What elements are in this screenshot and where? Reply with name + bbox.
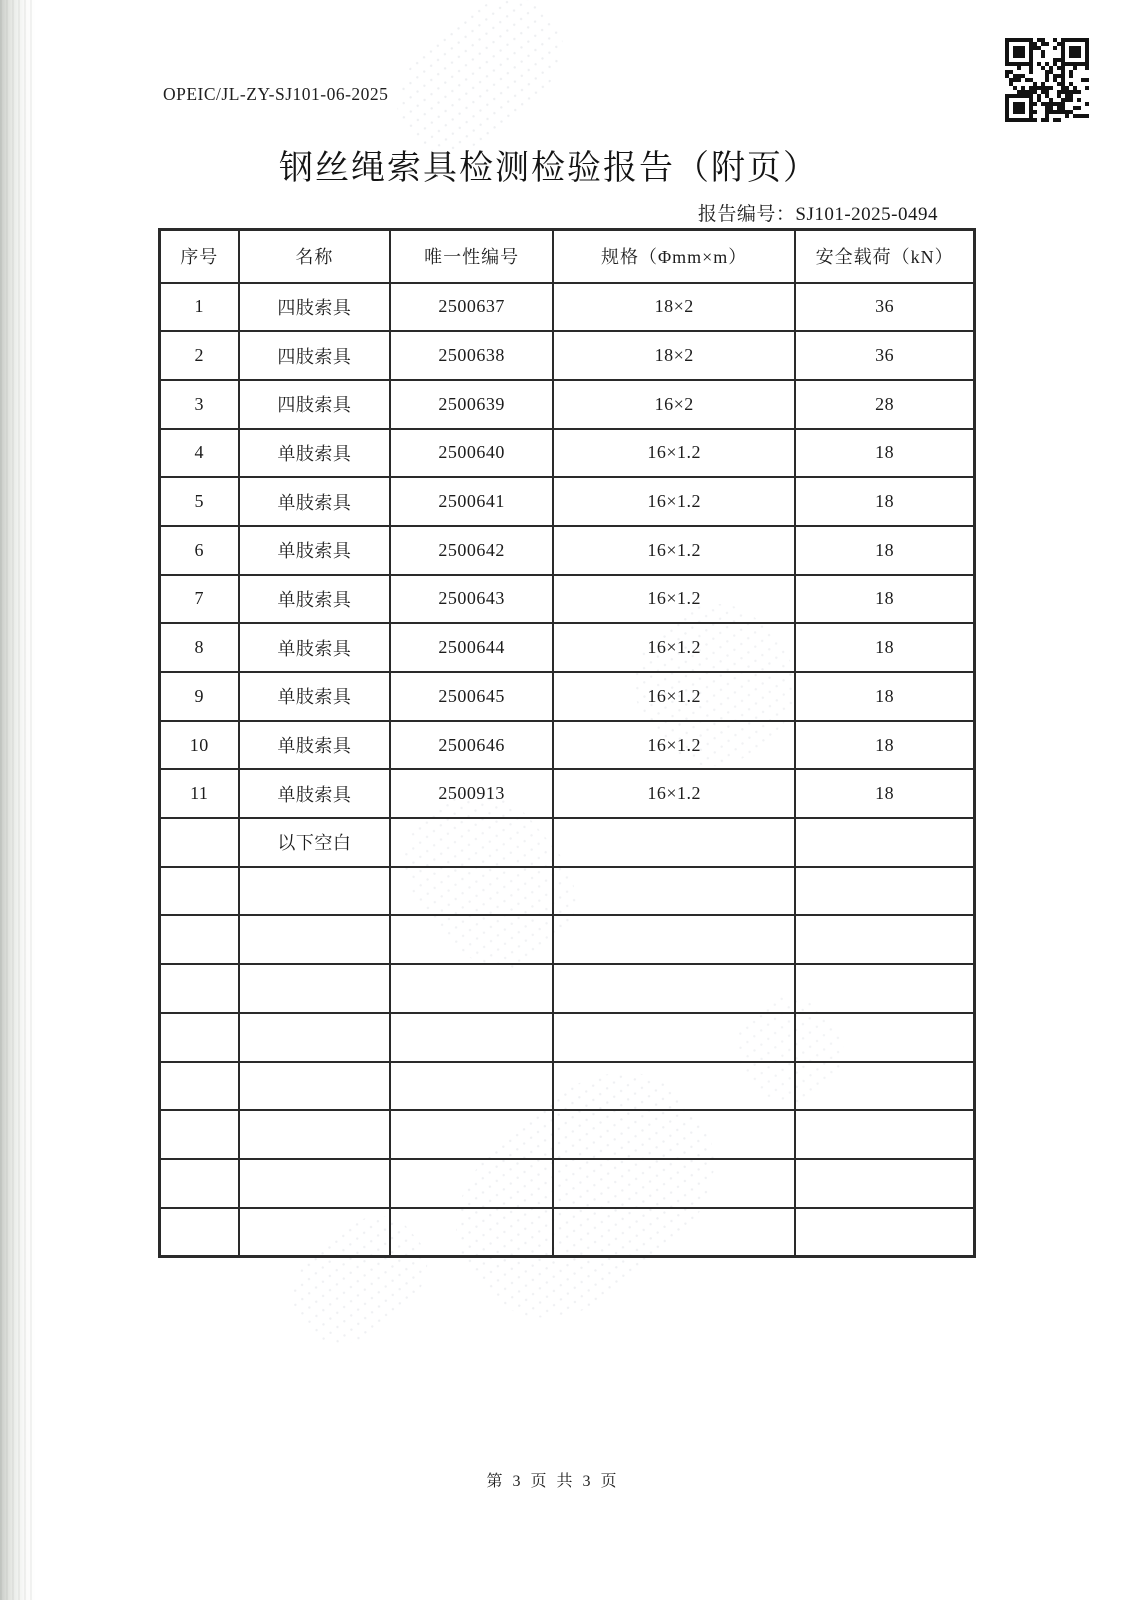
table-cell xyxy=(795,1110,974,1159)
table-cell xyxy=(795,915,974,964)
table-row xyxy=(160,477,975,526)
table-cell: 2500642 xyxy=(390,526,553,575)
table-row xyxy=(160,964,975,1013)
table-cell: 2500641 xyxy=(390,477,553,526)
column-header-index: 序号 xyxy=(160,230,239,283)
table-cell xyxy=(160,1208,239,1257)
table-cell: 9 xyxy=(160,672,239,721)
table-cell xyxy=(795,964,974,1013)
table-cell xyxy=(795,818,974,867)
table-cell: 18 xyxy=(795,429,974,478)
table-cell: 16×1.2 xyxy=(553,769,795,818)
column-header-name: 名称 xyxy=(239,230,391,283)
table-cell xyxy=(239,915,391,964)
table-row xyxy=(160,623,975,672)
inspection-items-table xyxy=(158,228,976,1258)
table-cell xyxy=(160,818,239,867)
page-title: 钢丝绳索具检测检验报告（附页） xyxy=(279,150,819,187)
table-cell xyxy=(160,1013,239,1062)
table-cell: 单肢索具 xyxy=(239,477,391,526)
table-cell: 18 xyxy=(795,672,974,721)
column-header-safe-load: 安全载荷（kN） xyxy=(795,230,974,283)
table-row xyxy=(160,1062,975,1111)
table-cell xyxy=(239,964,391,1013)
table-cell: 36 xyxy=(795,283,974,332)
table-cell xyxy=(553,818,795,867)
table-cell: 2500639 xyxy=(390,380,553,429)
table-cell: 18×2 xyxy=(553,283,795,332)
table-cell xyxy=(390,1208,553,1257)
table-cell: 2 xyxy=(160,331,239,380)
table-cell: 18 xyxy=(795,623,974,672)
table-cell xyxy=(390,867,553,916)
table-cell: 四肢索具 xyxy=(239,283,391,332)
table-cell: 单肢索具 xyxy=(239,526,391,575)
table-cell: 单肢索具 xyxy=(239,575,391,624)
table-row xyxy=(160,380,975,429)
table-cell: 单肢索具 xyxy=(239,769,391,818)
table-cell: 16×1.2 xyxy=(553,623,795,672)
table-cell: 16×1.2 xyxy=(553,721,795,770)
table-cell xyxy=(160,1062,239,1111)
table-cell: 18 xyxy=(795,575,974,624)
table-row xyxy=(160,575,975,624)
table-cell xyxy=(553,1159,795,1208)
table-row xyxy=(160,283,975,332)
table-cell xyxy=(390,1013,553,1062)
page-number: 第 3 页 共 3 页 xyxy=(486,1473,620,1490)
table-cell xyxy=(390,915,553,964)
table-row xyxy=(160,331,975,380)
table-cell: 单肢索具 xyxy=(239,721,391,770)
table-cell: 2500645 xyxy=(390,672,553,721)
table-cell: 四肢索具 xyxy=(239,380,391,429)
table-cell xyxy=(795,1062,974,1111)
table-cell xyxy=(553,1013,795,1062)
table-row xyxy=(160,867,975,916)
table-cell: 6 xyxy=(160,526,239,575)
table-cell xyxy=(390,1062,553,1111)
table-header-row xyxy=(160,230,975,283)
table-cell xyxy=(553,915,795,964)
table-cell xyxy=(160,1110,239,1159)
table-cell: 2500646 xyxy=(390,721,553,770)
table-cell: 以下空白 xyxy=(239,818,391,867)
table-cell: 四肢索具 xyxy=(239,331,391,380)
table-cell: 18 xyxy=(795,526,974,575)
table-cell xyxy=(239,1013,391,1062)
report-number-value: SJ101-2025-0494 xyxy=(795,204,938,225)
table-cell: 2500644 xyxy=(390,623,553,672)
table-cell xyxy=(160,964,239,1013)
table-cell: 11 xyxy=(160,769,239,818)
table-cell xyxy=(160,915,239,964)
table-cell: 3 xyxy=(160,380,239,429)
table-cell xyxy=(795,867,974,916)
table-cell: 5 xyxy=(160,477,239,526)
table-row xyxy=(160,1110,975,1159)
table-cell xyxy=(553,1062,795,1111)
table-cell xyxy=(239,1110,391,1159)
table-cell: 2500637 xyxy=(390,283,553,332)
table-cell xyxy=(160,867,239,916)
table-row xyxy=(160,429,975,478)
table-cell: 2500643 xyxy=(390,575,553,624)
table-cell xyxy=(553,867,795,916)
table-cell: 16×2 xyxy=(553,380,795,429)
column-header-spec: 规格（Φmm×m） xyxy=(553,230,795,283)
table-cell xyxy=(160,1159,239,1208)
table-cell: 18×2 xyxy=(553,331,795,380)
table-cell: 2500913 xyxy=(390,769,553,818)
table-cell xyxy=(239,1159,391,1208)
table-row xyxy=(160,721,975,770)
table-cell xyxy=(390,1110,553,1159)
table-cell: 18 xyxy=(795,769,974,818)
table-cell xyxy=(239,867,391,916)
table-cell: 2500640 xyxy=(390,429,553,478)
table-cell xyxy=(553,964,795,1013)
qr-code-icon xyxy=(1003,38,1091,122)
table-cell xyxy=(239,1062,391,1111)
table-cell: 16×1.2 xyxy=(553,429,795,478)
table-row xyxy=(160,1208,975,1257)
table-cell xyxy=(795,1208,974,1257)
table-cell: 16×1.2 xyxy=(553,575,795,624)
table-row xyxy=(160,1013,975,1062)
table-row xyxy=(160,818,975,867)
table-cell: 单肢索具 xyxy=(239,623,391,672)
table-cell: 16×1.2 xyxy=(553,477,795,526)
table-cell xyxy=(239,1208,391,1257)
document-code: OPEIC/JL-ZY-SJ101-06-2025 xyxy=(163,84,389,104)
table-cell: 4 xyxy=(160,429,239,478)
table-cell xyxy=(553,1208,795,1257)
table-cell: 10 xyxy=(160,721,239,770)
table-row xyxy=(160,769,975,818)
table-row xyxy=(160,526,975,575)
table-cell xyxy=(553,1110,795,1159)
table-cell: 18 xyxy=(795,721,974,770)
table-cell: 单肢索具 xyxy=(239,429,391,478)
column-header-unique-id: 唯一性编号 xyxy=(390,230,553,283)
table-cell: 7 xyxy=(160,575,239,624)
table-cell xyxy=(795,1013,974,1062)
table-cell: 单肢索具 xyxy=(239,672,391,721)
table-cell xyxy=(390,964,553,1013)
table-cell: 36 xyxy=(795,331,974,380)
table-cell: 18 xyxy=(795,477,974,526)
table-row xyxy=(160,915,975,964)
table-cell: 1 xyxy=(160,283,239,332)
table-cell: 16×1.2 xyxy=(553,672,795,721)
scan-edge-shadow xyxy=(0,0,36,1600)
table-cell: 28 xyxy=(795,380,974,429)
table-row xyxy=(160,672,975,721)
table-cell: 8 xyxy=(160,623,239,672)
table-cell xyxy=(390,818,553,867)
table-cell: 16×1.2 xyxy=(553,526,795,575)
report-number-label: 报告编号： xyxy=(697,204,796,225)
table-cell xyxy=(795,1159,974,1208)
table-cell: 2500638 xyxy=(390,331,553,380)
table-cell xyxy=(390,1159,553,1208)
table-row xyxy=(160,1159,975,1208)
report-number-line xyxy=(158,199,976,226)
